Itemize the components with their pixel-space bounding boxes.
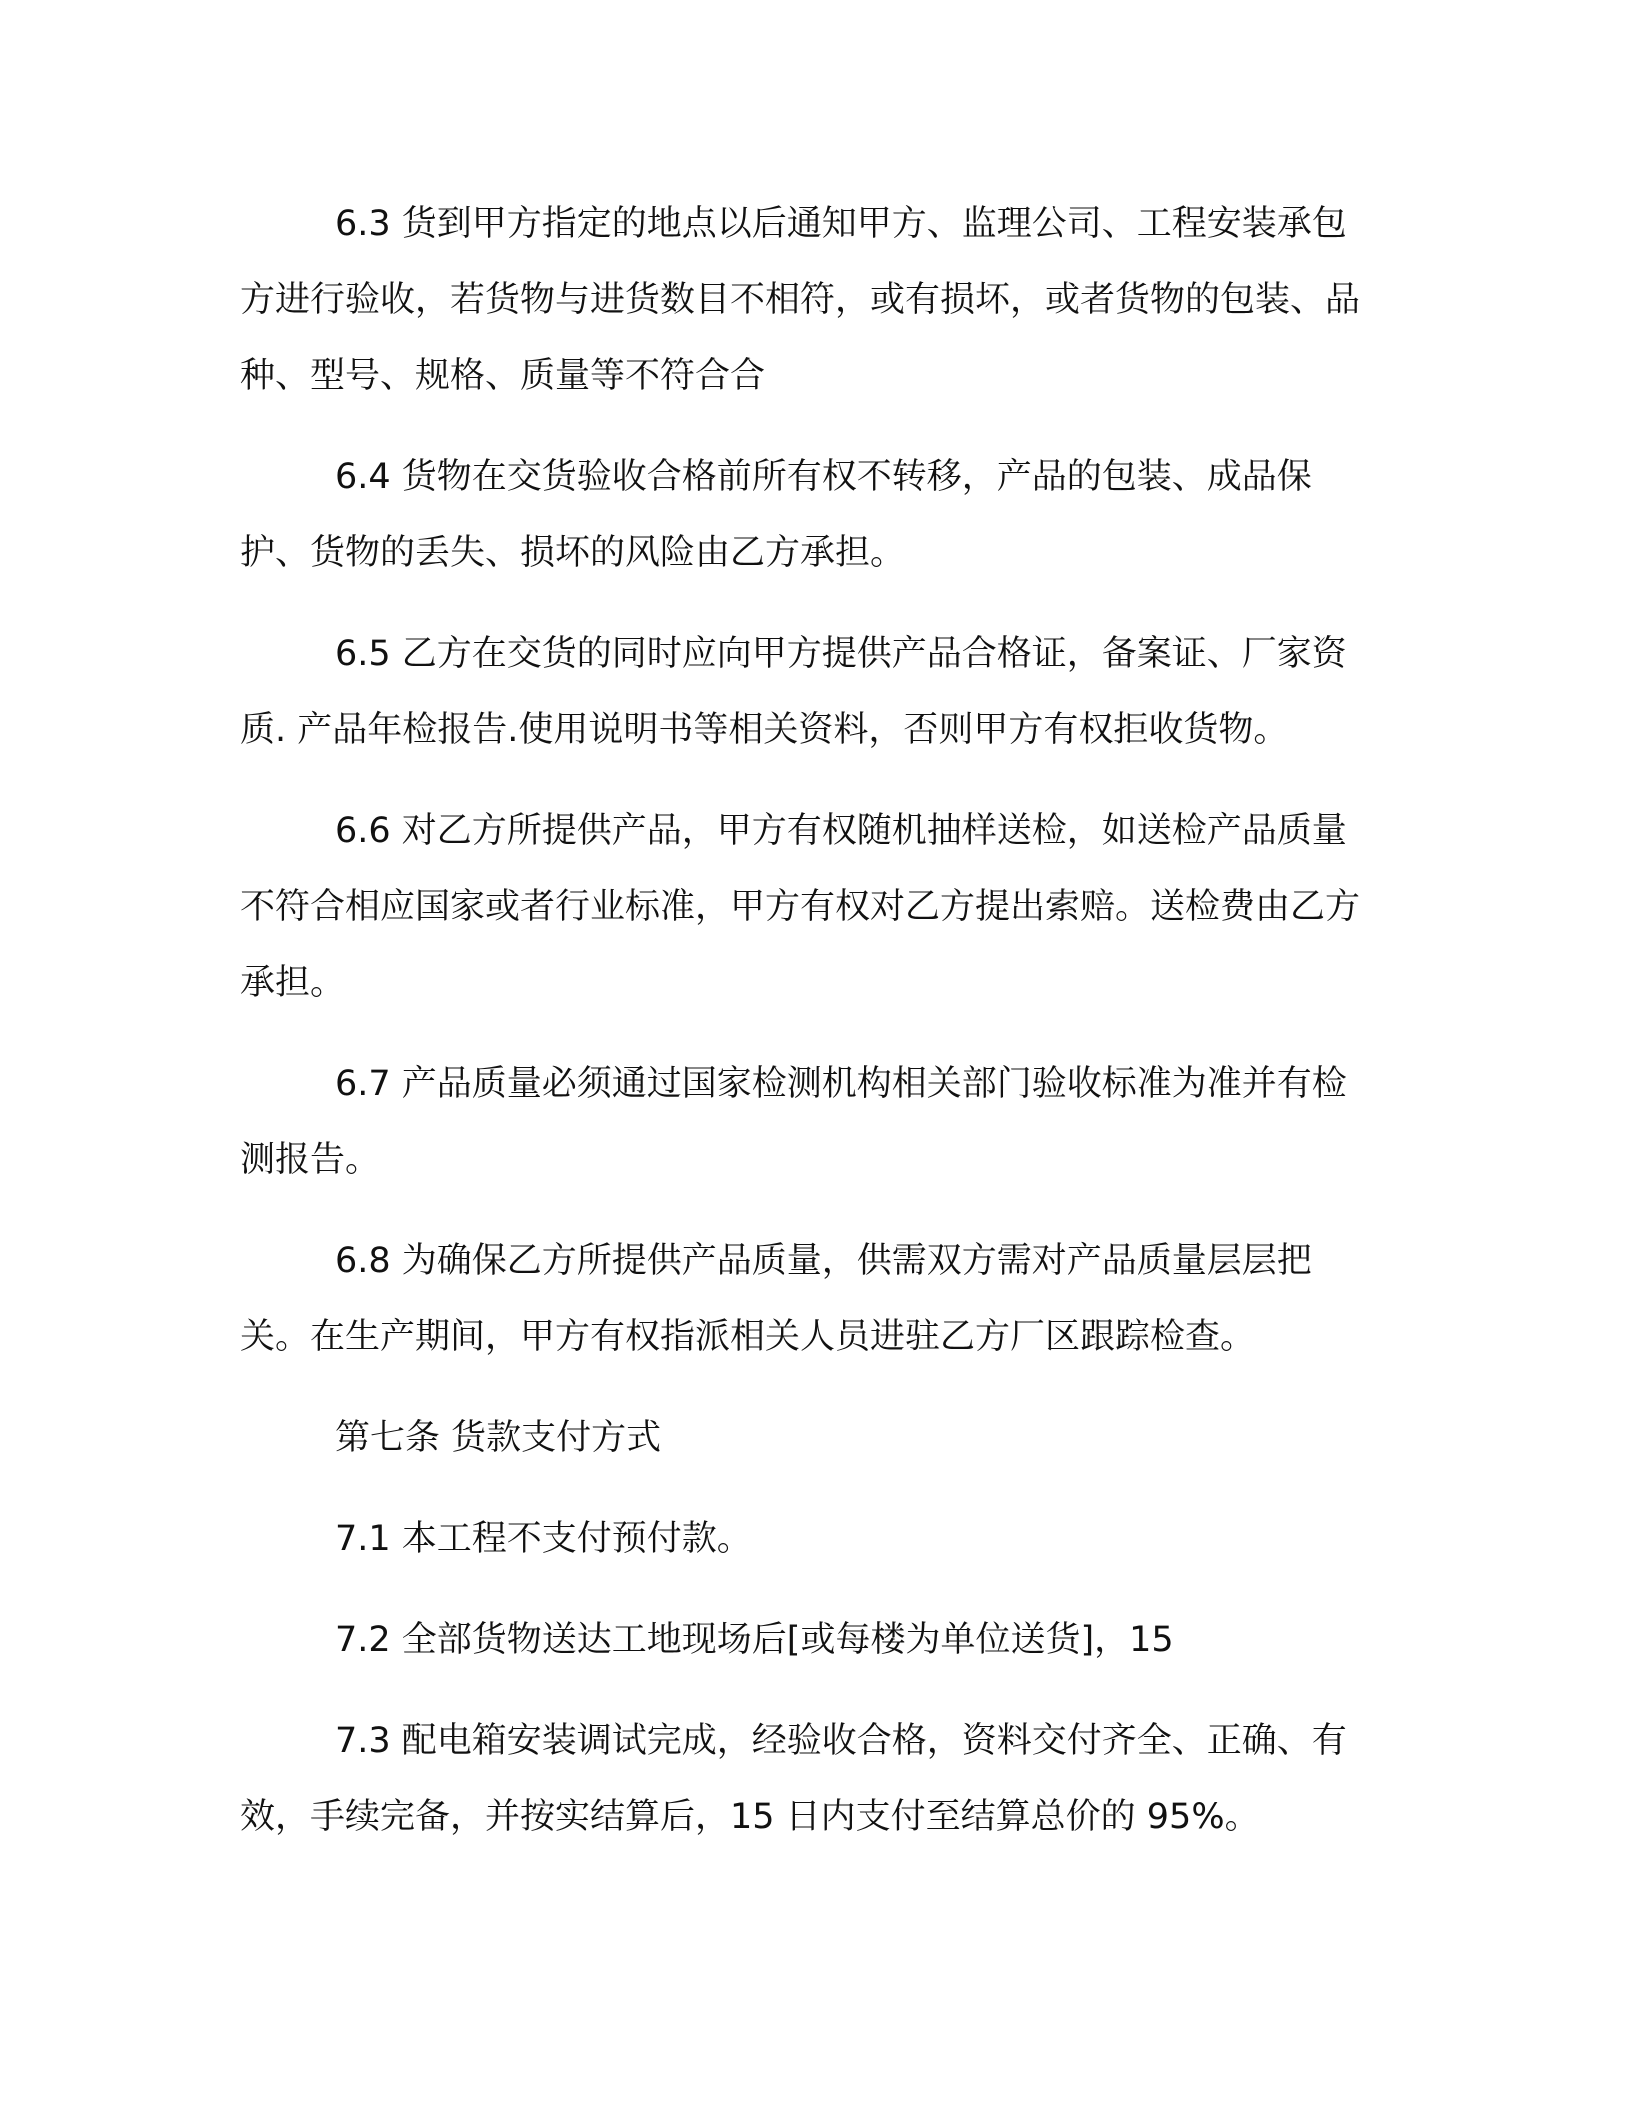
clause-6-3: 6.3 货到甲方指定的地点以后通知甲方、监理公司、工程安装承包方进行验收，若货物与进货数目不相符，或有损坏，或者货物的包装、品种、型号、规格、质量等不符合合 <box>240 204 1361 396</box>
section-heading-article-7: 第七条 货款支付方式 <box>335 1418 662 1458</box>
clause-6-5: 6.5 乙方在交货的同时应向甲方提供产品合格证，备案证、厂家资质. 产品年检报告.使用说明书等相关资料，否则甲方有权拒收货物。 <box>240 634 1347 750</box>
clause-6-7: 6.7 产品质量必须通过国家检测机构相关部门验收标准为准并有检测报告。 <box>240 1064 1347 1180</box>
clause-7-2: 7.2 全部货物送达工地现场后[或每楼为单位送货]，15 <box>335 1620 1174 1660</box>
clause-7-1: 7.1 本工程不支付预付款。 <box>335 1519 752 1559</box>
clause-6-6: 6.6 对乙方所提供产品，甲方有权随机抽样送检，如送检产品质量不符合相应国家或者行业标准，甲方有权对乙方提出索赔。送检费由乙方承担。 <box>240 811 1361 1003</box>
document-body <box>240 186 1380 1880</box>
clause-6-4: 6.4 货物在交货验收合格前所有权不转移，产品的包装、成品保护、货物的丢失、损坏的风险由乙方承担。 <box>240 457 1312 573</box>
clause-6-8: 6.8 为确保乙方所提供产品质量，供需双方需对产品质量层层把关。在生产期间，甲方有权指派相关人员进驻乙方厂区跟踪检查。 <box>240 1241 1312 1357</box>
clause-7-3: 7.3 配电箱安装调试完成，经验收合格，资料交付齐全、正确、有效，手续完备，并按实结算后，15 日内支付至结算总价的 95%。 <box>240 1721 1347 1837</box>
